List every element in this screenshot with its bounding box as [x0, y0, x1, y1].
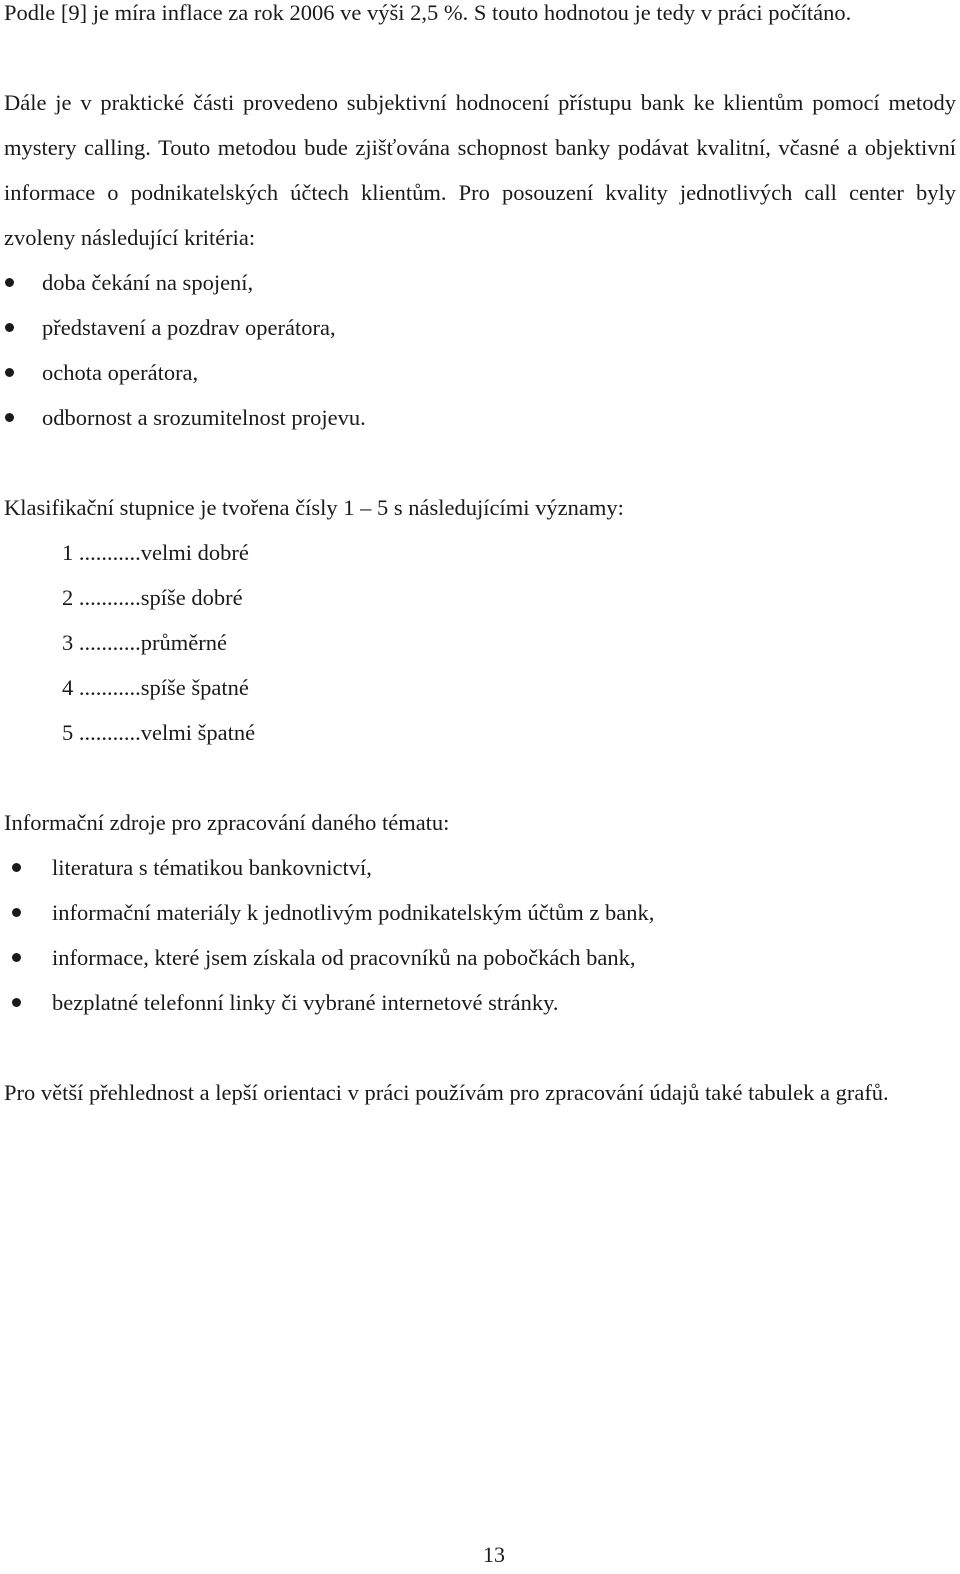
scale-item: 5 ...........velmi špatné — [62, 720, 256, 745]
scale-list — [4, 530, 956, 755]
criteria-item-text: odbornost a srozumitelnost projevu. — [42, 405, 366, 430]
document-page — [4, 0, 956, 1115]
criteria-item-text: představení a pozdrav operátora, — [42, 315, 336, 340]
spacer — [4, 35, 956, 80]
list-item — [4, 395, 956, 440]
spacer — [4, 440, 956, 485]
source-item-text: literatura s tématikou bankovnictví, — [52, 855, 372, 880]
spacer — [4, 755, 956, 800]
scale-item: 2 ...........spíše dobré — [62, 585, 243, 610]
list-item — [4, 980, 956, 1025]
mystery-calling-paragraph: Dále je v praktické části provedeno subjektivní hodnocení přístupu bank ke klientům pomocí metody mystery calling. Touto metodou bude zjišťována schopnost banky podávat kvalitní, včasné a objektivní informace o podnikatelských účtech klientům. Pro posouzení kvality jednotlivých call center byly zvoleny následující kritéria: — [4, 90, 956, 250]
sources-list — [4, 845, 956, 1025]
bullet-icon — [12, 908, 21, 917]
bullet-icon — [12, 953, 21, 962]
bullet-icon — [5, 278, 14, 287]
sources-intro: Informační zdroje pro zpracování daného tématu: — [4, 810, 450, 835]
page-number: 13 — [483, 1542, 505, 1567]
list-item — [4, 890, 956, 935]
scale-intro: Klasifikační stupnice je tvořena čísly 1 – 5 s následujícími významy: — [4, 495, 624, 520]
list-item — [4, 845, 956, 890]
bullet-icon — [5, 323, 14, 332]
list-item — [4, 260, 956, 305]
bullet-icon — [5, 413, 14, 422]
criteria-list — [4, 260, 956, 440]
criteria-item-text: ochota operátora, — [42, 360, 199, 385]
bullet-icon — [12, 998, 21, 1007]
scale-item: 4 ...........spíše špatné — [62, 675, 249, 700]
list-item — [4, 305, 956, 350]
criteria-item-text: doba čekání na spojení, — [42, 270, 254, 295]
source-item-text: bezplatné telefonní linky či vybrané internetové stránky. — [52, 990, 559, 1015]
spacer — [4, 1025, 956, 1070]
source-item-text: informace, které jsem získala od pracovníků na pobočkách bank, — [52, 945, 636, 970]
list-item — [4, 350, 956, 395]
scale-item: 1 ...........velmi dobré — [62, 540, 249, 565]
bullet-icon — [5, 368, 14, 377]
inflation-paragraph: Podle [9] je míra inflace za rok 2006 ve výši 2,5 %. S touto hodnotou je tedy v práci počítáno. — [4, 0, 852, 25]
bullet-icon — [12, 863, 21, 872]
source-item-text: informační materiály k jednotlivým podnikatelským účtům z bank, — [52, 900, 655, 925]
closing-paragraph: Pro větší přehlednost a lepší orientaci v práci používám pro zpracování údajů také tabulek a grafů. — [4, 1080, 889, 1105]
list-item — [4, 935, 956, 980]
scale-item: 3 ...........průměrné — [62, 630, 227, 655]
